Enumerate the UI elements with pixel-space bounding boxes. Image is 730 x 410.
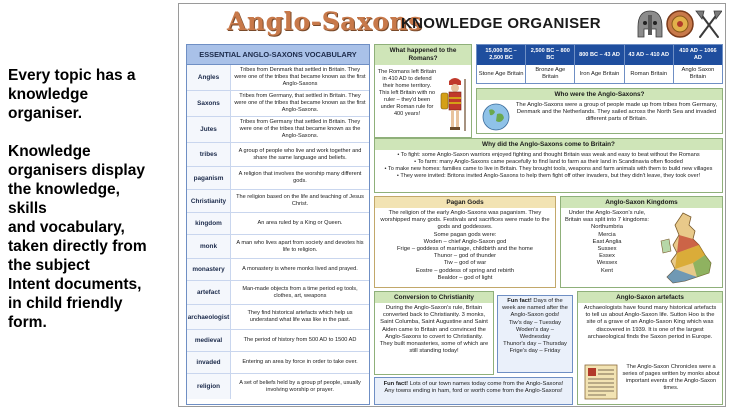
vocab-term: kingdom	[187, 213, 231, 234]
why-item: • To make new homes: families came to live in Britain. They brought tools, weapons and farm animals with them to build new villages	[384, 166, 713, 172]
day-name: Frige's day – Friday	[509, 348, 561, 355]
timeline-period	[477, 45, 526, 83]
vocab-definition: They find historical artefacts which help us understand what life was like in the past.	[247, 310, 353, 323]
day-name: Woden's day – Wednesday	[515, 326, 555, 341]
side-note-line: organisers display	[8, 162, 145, 179]
romans-box	[374, 44, 472, 138]
side-note-line: the subject	[8, 257, 90, 274]
timeline-period	[575, 45, 624, 83]
vocab-definition: Tribes from Denmark that settled in Britain. They were one of the tribes that became known as the first Anglo-Saxons	[234, 67, 366, 87]
fun-fact-days-box	[497, 295, 573, 373]
timeline-period	[674, 45, 722, 83]
timeline-era: Bronze Age Britain	[535, 67, 566, 80]
vocab-term: Jutes	[187, 117, 231, 142]
pagan-line: Eostre – goddess of spring and rebirth	[415, 267, 515, 274]
conversion-text: During the Anglo-Saxon's rule, Britain converted back to Christianity. 3 monks, Saint Columba, Saint Augustine and Saint Aiden came to Britain and convinced the Anglo-Saxons to covert to Christianity. They built monasteries, some of which are still standing today!	[379, 305, 489, 355]
kingdom-name: Sussex	[597, 246, 617, 253]
vocab-row	[187, 305, 369, 330]
artefacts-heading: Anglo-Saxon artefacts	[578, 292, 722, 303]
side-note-line: form.	[8, 314, 47, 331]
kingdom-name: Mercia	[598, 231, 616, 238]
kingdoms-map-icon	[653, 211, 721, 287]
romans-text: The Romans left Britain in 410 AD to defend their home territory. This left Britain with no ruler – they'd been under Roman rule for 400 years!	[377, 69, 437, 117]
why-heading: Why did the Anglo-Saxons come to Britain?	[375, 139, 722, 150]
day-name: Tiw's day – Tuesday	[508, 319, 562, 326]
why-item: • To farm: many Anglo-Saxons came peacefully to find land to farm as their land in Scandinavia often flooded	[414, 159, 683, 165]
vocab-row	[187, 281, 369, 305]
fun-fact-label: Fun fact!	[507, 298, 532, 304]
pagan-gods-box	[374, 196, 556, 288]
pagan-line: Thunor – god of thunder	[433, 253, 497, 260]
vocabulary-table	[186, 44, 370, 405]
side-note-line: Every topic has a	[8, 67, 136, 84]
vocab-row	[187, 117, 369, 143]
chronicle-manuscript-icon	[584, 364, 618, 400]
vocab-term: religion	[187, 374, 231, 399]
vocab-definition: Entering an area by force in order to take over.	[242, 359, 358, 365]
chronicles-text: The Anglo-Saxon Chronicles were a series of pages written by monks about important events of the Anglo-Saxon times.	[622, 364, 720, 391]
timeline	[476, 44, 723, 84]
side-note-line: in child friendly	[8, 295, 123, 312]
vocab-row	[187, 213, 369, 235]
why-item-text: To make new homes: families came to live in Britain. They brought tools, weapons and farm animals with them to build new villages	[387, 166, 713, 172]
vocab-row	[187, 65, 369, 91]
vocabulary-heading: ESSENTIAL ANGLO-SAXONS VOCABULARY	[187, 45, 369, 65]
who-heading: Who were the Anglo-Saxons?	[477, 89, 722, 100]
fun-fact-towns-text	[375, 378, 572, 398]
timeline-date: 800 BC – 43 AD	[575, 45, 623, 65]
pagan-line: The religion of the early Anglo-Saxons was paganism. They worshipped many gods. Festivals and sacrifices were made to the gods and goddesses.	[380, 210, 550, 231]
pagan-line: Bealdor – god of light	[437, 274, 493, 281]
side-note-line: taken directly from	[8, 238, 147, 255]
pagan-heading: Pagan Gods	[375, 197, 555, 208]
vocab-term: Christianity	[187, 190, 231, 212]
vocab-term: Saxons	[187, 91, 231, 116]
vocab-term: monastery	[187, 259, 231, 280]
artefacts-box	[577, 291, 723, 405]
side-note	[8, 66, 176, 351]
pagan-line: Woden – chief Anglo-Saxon god	[423, 238, 507, 245]
crossed-axes-icon	[696, 11, 722, 37]
vocab-definition: Man-made objects from a time period eg tools, clothes, art, weapons	[242, 285, 358, 299]
kingdoms-text	[563, 210, 651, 275]
side-note-line: Intent documents,	[8, 276, 142, 293]
kingdom-name: East Anglia	[592, 238, 622, 245]
why-box	[374, 138, 723, 193]
pagan-line: Tiw – god of war	[443, 260, 487, 267]
vocab-term: invaded	[187, 352, 231, 373]
organiser-title: Anglo-Saxons	[227, 7, 423, 36]
kingdoms-heading: Anglo-Saxon Kingdoms	[561, 197, 722, 208]
timeline-period	[625, 45, 674, 83]
vocab-term: tribes	[187, 143, 231, 166]
why-list	[375, 150, 722, 182]
vocab-term: artefact	[187, 281, 231, 304]
fun-fact-intro: Days of the week are named after the Anglo-Saxon gods!	[502, 298, 568, 319]
globe-icon	[481, 102, 511, 132]
kingdoms-intro: Under the Anglo-Saxon's rule, Britain was split into 7 kingdoms:	[564, 210, 650, 224]
organiser-header	[179, 4, 726, 42]
organiser-subtitle: KNOWLEDGE ORGANISER	[401, 15, 601, 32]
pagan-line: Some pagan gods were:	[433, 231, 497, 238]
vocab-term: archaeologist	[187, 305, 231, 329]
vocab-row	[187, 91, 369, 117]
pagan-text	[375, 208, 555, 284]
vocab-definition: A man who lives apart from society and devotes his life to religion.	[236, 239, 364, 253]
side-note-para-1	[8, 66, 176, 123]
fun-fact-label: Fun fact!	[383, 381, 409, 387]
helmet-icon	[638, 11, 662, 37]
vocab-term: medieval	[187, 330, 231, 351]
vocab-term: Angles	[187, 65, 231, 90]
day-name: Thunor's day – Thursday	[503, 341, 567, 348]
vocab-definition: A monastery is where monks lived and prayed.	[242, 266, 358, 272]
why-item-text: To farm: many Anglo-Saxons came peacefully to find land to farm as their land in Scandinavia often flooded	[417, 159, 683, 165]
who-box	[476, 88, 723, 134]
conversion-heading: Conversion to Christianity	[375, 292, 493, 303]
conversion-box	[374, 291, 494, 375]
roman-soldier-icon	[439, 75, 471, 135]
timeline-era: Roman Britain	[630, 70, 668, 77]
kingdom-name: Northumbria	[591, 224, 623, 231]
why-item-text: To fight: some Anglo-Saxon warriors enjoyed fighting and thought Britain was weak and easy to beat without the Romans	[400, 152, 700, 158]
vocab-definition: A religion that involves the worship many different gods.	[238, 171, 362, 184]
timeline-date: 410 AD – 1066 AD	[674, 45, 722, 65]
timeline-era: Iron Age Britain	[579, 70, 620, 77]
fun-fact-days-text	[498, 296, 572, 358]
kingdom-name: Wessex	[596, 260, 618, 267]
header-emblems	[634, 7, 722, 41]
who-text: The Anglo-Saxons were a group of people made up from tribes from Germany, Denmark and the Netherlands. They sailed across the North Sea and invaded different parts of Britain.	[515, 102, 718, 123]
why-item-text: They were invited: Britons invited Anglo-Saxons to help them fight off other invaders, but they didn't leave, they took over!	[400, 173, 701, 179]
vocab-definition: Tribes from Germany that settled in Britain. They were one of the tribes that became known as the Anglo-Saxons.	[239, 119, 361, 139]
vocab-row	[187, 235, 369, 259]
vocab-row	[187, 352, 369, 374]
side-note-line: knowledge	[8, 86, 89, 103]
why-item: • They were invited: Britons invited Anglo-Saxons to help them fight off other invaders, but they didn't leave, they took over!	[396, 173, 701, 179]
kingdom-name: Kent	[601, 267, 613, 274]
vocab-row	[187, 167, 369, 190]
artefacts-text: Archaeologists have found many historical artefacts to tell us about Anglo-Saxon life. Sutton Hoo is the site of a grave of an Anglo-Saxon King which was discovered in 1939. It is one of the largest archaeological finds the Saxon period in Europe.	[583, 305, 717, 340]
side-note-para-2	[8, 142, 176, 332]
side-note-line: the knowledge,	[8, 181, 120, 198]
romans-heading: What happened to the Romans?	[375, 45, 471, 65]
kingdom-name: Essex	[599, 253, 615, 260]
vocab-row	[187, 259, 369, 281]
why-item: • To fight: some Anglo-Saxon warriors enjoyed fighting and thought Britain was weak and easy to beat without the Romans	[397, 152, 700, 158]
timeline-era: Stone Age Britain	[478, 70, 524, 77]
side-note-line: Knowledge	[8, 143, 91, 160]
timeline-date: 2,500 BC – 800 BC	[526, 45, 574, 65]
side-note-line: and vocabulary,	[8, 219, 125, 236]
vocab-definition: A group of people who live and work together and share the same language and beliefs.	[238, 147, 362, 161]
kingdoms-box	[560, 196, 723, 288]
vocab-row	[187, 143, 369, 167]
knowledge-organiser-slide	[178, 3, 726, 407]
vocab-definition: The period of history from 500 AD to 1500 AD	[243, 337, 357, 343]
pagan-line: Frige – goddess of marriage, childbirth and the home	[397, 246, 533, 253]
vocab-term: paganism	[187, 167, 231, 189]
timeline-date: 15,000 BC – 2,500 BC	[477, 45, 525, 65]
side-note-line: skills	[8, 200, 47, 217]
vocab-definition: An area ruled by a King or Queen.	[257, 220, 343, 226]
vocab-definition: The religion based on the life and teaching of Jesus Christ.	[236, 194, 364, 207]
fun-fact-towns-body: Lots of our town names today come from the Anglo-Saxons! Any towns ending in ham, ford or worth come from the Anglo-Saxons!	[384, 381, 564, 394]
shield-brooch-icon	[667, 11, 693, 37]
timeline-period	[526, 45, 575, 83]
vocab-definition: A set of beliefs held by a group pf people, usually involving worship or prayer.	[239, 379, 361, 393]
timeline-era: Anglo Saxon Britain	[681, 67, 715, 80]
vocab-row	[187, 374, 369, 399]
side-note-line: organiser.	[8, 105, 83, 122]
fun-fact-towns-box	[374, 377, 573, 405]
vocab-row	[187, 190, 369, 213]
vocab-row	[187, 330, 369, 352]
vocab-definition: Tribes from Germany, that settled in Britain. They were one of the tribes that became known as the first Anglo-Saxons.	[234, 93, 366, 113]
timeline-date: 43 AD – 410 AD	[625, 45, 673, 65]
vocab-term: monk	[187, 235, 231, 258]
